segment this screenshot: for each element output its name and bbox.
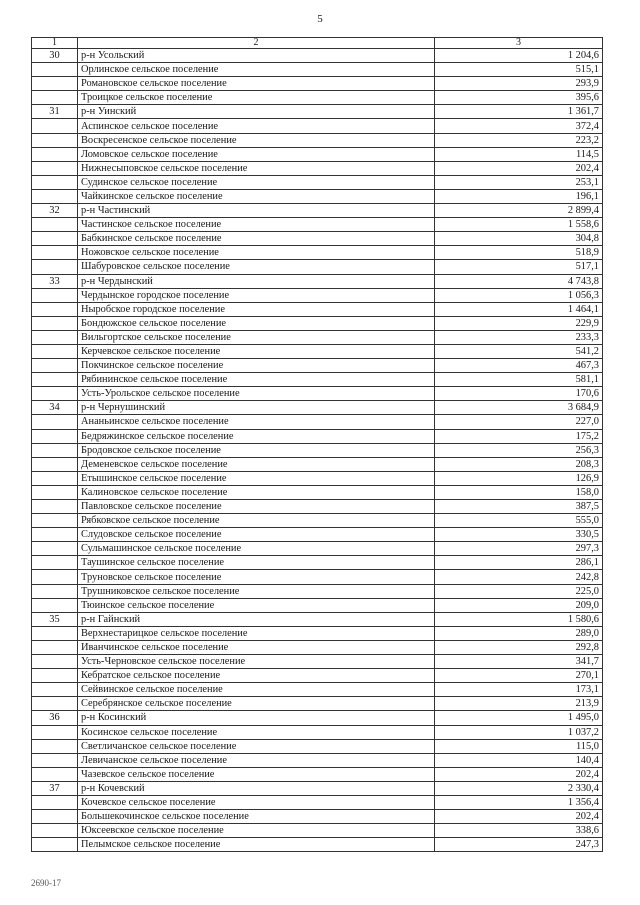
table-row xyxy=(32,528,603,542)
settlement-name-cell: Романовское сельское поселение xyxy=(78,77,435,91)
amount-cell: 304,8 xyxy=(435,232,603,246)
row-number-cell xyxy=(32,443,78,457)
settlement-name-cell: Воскресенское сельское поселение xyxy=(78,133,435,147)
row-number-cell xyxy=(32,344,78,358)
amount-cell: 158,0 xyxy=(435,485,603,499)
amount-cell: 202,4 xyxy=(435,767,603,781)
amount-cell: 387,5 xyxy=(435,500,603,514)
row-number-cell xyxy=(32,570,78,584)
table-row xyxy=(32,725,603,739)
column-header-value: 3 xyxy=(435,38,603,49)
row-number-cell xyxy=(32,387,78,401)
amount-cell: 1 495,0 xyxy=(435,711,603,725)
row-number-cell xyxy=(32,415,78,429)
table-row xyxy=(32,387,603,401)
row-number-cell xyxy=(32,457,78,471)
settlement-name-cell: Кочевское сельское поселение xyxy=(78,795,435,809)
amount-cell: 242,8 xyxy=(435,570,603,584)
row-number-cell xyxy=(32,63,78,77)
amount-cell: 213,9 xyxy=(435,697,603,711)
settlement-name-cell: Ныробское городское поселение xyxy=(78,302,435,316)
row-number-cell xyxy=(32,528,78,542)
amount-cell: 341,7 xyxy=(435,655,603,669)
settlement-name-cell: Бондюжское сельское поселение xyxy=(78,316,435,330)
settlement-name-cell: Шабуровское сельское поселение xyxy=(78,260,435,274)
amount-cell: 253,1 xyxy=(435,175,603,189)
settlement-name-cell: Рябининское сельское поселение xyxy=(78,373,435,387)
amount-cell: 256,3 xyxy=(435,443,603,457)
amount-cell: 223,2 xyxy=(435,133,603,147)
settlement-name-cell: Троицкое сельское поселение xyxy=(78,91,435,105)
row-number-cell: 34 xyxy=(32,401,78,415)
settlement-name-cell: Верхнестарицкое сельское поселение xyxy=(78,626,435,640)
row-number-cell xyxy=(32,655,78,669)
settlement-name-cell: Павловское сельское поселение xyxy=(78,500,435,514)
row-number-cell xyxy=(32,91,78,105)
settlement-name-cell: Иванчинское сельское поселение xyxy=(78,640,435,654)
row-number-cell xyxy=(32,359,78,373)
table-row xyxy=(32,91,603,105)
settlement-name-cell: Керчевское сельское поселение xyxy=(78,344,435,358)
amount-cell: 173,1 xyxy=(435,683,603,697)
amount-cell: 209,0 xyxy=(435,598,603,612)
settlement-name-cell: Бедряжинское сельское поселение xyxy=(78,429,435,443)
column-header-name: 2 xyxy=(78,38,435,49)
row-number-cell xyxy=(32,119,78,133)
table-row xyxy=(32,359,603,373)
amount-cell: 1 037,2 xyxy=(435,725,603,739)
table-row xyxy=(32,63,603,77)
amount-cell: 2 899,4 xyxy=(435,204,603,218)
amount-cell: 555,0 xyxy=(435,514,603,528)
settlement-name-cell: Етышинское сельское поселение xyxy=(78,471,435,485)
table-row xyxy=(32,316,603,330)
settlement-name-cell: Бабкинское сельское поселение xyxy=(78,232,435,246)
table-header-row xyxy=(32,38,603,49)
table-row xyxy=(32,204,603,218)
table-row xyxy=(32,781,603,795)
settlement-name-cell: р-н Усольский xyxy=(78,49,435,63)
row-number-cell xyxy=(32,725,78,739)
amount-cell: 233,3 xyxy=(435,330,603,344)
table-row xyxy=(32,415,603,429)
table-row xyxy=(32,795,603,809)
amount-cell: 297,3 xyxy=(435,542,603,556)
row-number-cell xyxy=(32,514,78,528)
settlement-name-cell: Усть-Черновское сельское поселение xyxy=(78,655,435,669)
row-number-cell xyxy=(32,767,78,781)
table-row xyxy=(32,683,603,697)
amount-cell: 1 361,7 xyxy=(435,105,603,119)
table-row xyxy=(32,485,603,499)
row-number-cell xyxy=(32,640,78,654)
amount-cell: 1 056,3 xyxy=(435,288,603,302)
settlement-name-cell: Сульмашинское сельское поселение xyxy=(78,542,435,556)
settlement-name-cell: Ананьинское сельское поселение xyxy=(78,415,435,429)
settlement-name-cell: Юксеевское сельское поселение xyxy=(78,824,435,838)
amount-cell: 170,6 xyxy=(435,387,603,401)
table-row xyxy=(32,753,603,767)
amount-cell: 115,0 xyxy=(435,739,603,753)
amount-cell: 518,9 xyxy=(435,246,603,260)
table-row xyxy=(32,514,603,528)
row-number-cell xyxy=(32,683,78,697)
row-number-cell xyxy=(32,246,78,260)
table-row xyxy=(32,711,603,725)
settlement-name-cell: Таушинское сельское поселение xyxy=(78,556,435,570)
settlement-name-cell: Кебратское сельское поселение xyxy=(78,669,435,683)
row-number-cell xyxy=(32,500,78,514)
settlement-name-cell: р-н Гайнский xyxy=(78,612,435,626)
settlement-name-cell: Труновское сельское поселение xyxy=(78,570,435,584)
settlement-name-cell: Чазевское сельское поселение xyxy=(78,767,435,781)
settlement-name-cell: Ломовское сельское поселение xyxy=(78,147,435,161)
settlement-name-cell: Слудовское сельское поселение xyxy=(78,528,435,542)
table-row xyxy=(32,556,603,570)
amount-cell: 1 464,1 xyxy=(435,302,603,316)
settlement-name-cell: р-н Частинский xyxy=(78,204,435,218)
amount-cell: 114,5 xyxy=(435,147,603,161)
settlement-name-cell: Калиновское сельское поселение xyxy=(78,485,435,499)
row-number-cell xyxy=(32,739,78,753)
amount-cell: 270,1 xyxy=(435,669,603,683)
row-number-cell xyxy=(32,133,78,147)
row-number-cell xyxy=(32,232,78,246)
row-number-cell xyxy=(32,824,78,838)
column-header-number: 1 xyxy=(32,38,78,49)
amount-cell: 1 558,6 xyxy=(435,218,603,232)
table-row xyxy=(32,232,603,246)
table-body xyxy=(32,49,603,852)
table-row xyxy=(32,640,603,654)
amount-cell: 1 204,6 xyxy=(435,49,603,63)
row-number-cell xyxy=(32,669,78,683)
amount-cell: 247,3 xyxy=(435,838,603,852)
table-row xyxy=(32,542,603,556)
table-row xyxy=(32,288,603,302)
table-row xyxy=(32,189,603,203)
settlement-name-cell: р-н Уинский xyxy=(78,105,435,119)
settlement-name-cell: Частинское сельское поселение xyxy=(78,218,435,232)
table-row xyxy=(32,161,603,175)
amount-cell: 338,6 xyxy=(435,824,603,838)
row-number-cell xyxy=(32,697,78,711)
table-row xyxy=(32,260,603,274)
table-row xyxy=(32,119,603,133)
row-number-cell xyxy=(32,189,78,203)
row-number-cell xyxy=(32,795,78,809)
table-row xyxy=(32,471,603,485)
table-row xyxy=(32,344,603,358)
amount-cell: 330,5 xyxy=(435,528,603,542)
row-number-cell: 35 xyxy=(32,612,78,626)
row-number-cell xyxy=(32,147,78,161)
document-code: 2690-17 xyxy=(31,878,61,888)
settlement-name-cell: Большекочинское сельское поселение xyxy=(78,810,435,824)
settlement-name-cell: Сейвинское сельское поселение xyxy=(78,683,435,697)
row-number-cell xyxy=(32,77,78,91)
row-number-cell xyxy=(32,485,78,499)
amount-cell: 517,1 xyxy=(435,260,603,274)
settlement-name-cell: р-н Косинский xyxy=(78,711,435,725)
row-number-cell xyxy=(32,302,78,316)
amount-cell: 202,4 xyxy=(435,161,603,175)
table-row xyxy=(32,584,603,598)
table-row xyxy=(32,77,603,91)
row-number-cell xyxy=(32,316,78,330)
amount-cell: 1 580,6 xyxy=(435,612,603,626)
row-number-cell: 37 xyxy=(32,781,78,795)
table-row xyxy=(32,824,603,838)
page-number: 5 xyxy=(317,13,323,25)
table-row xyxy=(32,133,603,147)
row-number-cell xyxy=(32,542,78,556)
settlement-name-cell: Орлинское сельское поселение xyxy=(78,63,435,77)
amount-cell: 208,3 xyxy=(435,457,603,471)
settlement-name-cell: р-н Чернушинский xyxy=(78,401,435,415)
row-number-cell xyxy=(32,753,78,767)
settlement-name-cell: Судинское сельское поселение xyxy=(78,175,435,189)
table-row xyxy=(32,697,603,711)
budget-table xyxy=(31,37,603,852)
row-number-cell: 32 xyxy=(32,204,78,218)
amount-cell: 175,2 xyxy=(435,429,603,443)
table-row xyxy=(32,500,603,514)
table-row xyxy=(32,810,603,824)
settlement-name-cell: Тюинское сельское поселение xyxy=(78,598,435,612)
amount-cell: 227,0 xyxy=(435,415,603,429)
table-row xyxy=(32,147,603,161)
table-row xyxy=(32,443,603,457)
settlement-name-cell: Чайкинское сельское поселение xyxy=(78,189,435,203)
row-number-cell xyxy=(32,556,78,570)
table-row xyxy=(32,373,603,387)
amount-cell: 126,9 xyxy=(435,471,603,485)
amount-cell: 286,1 xyxy=(435,556,603,570)
table-row xyxy=(32,246,603,260)
amount-cell: 467,3 xyxy=(435,359,603,373)
settlement-name-cell: Косинское сельское поселение xyxy=(78,725,435,739)
amount-cell: 515,1 xyxy=(435,63,603,77)
row-number-cell xyxy=(32,288,78,302)
settlement-name-cell: Деменевское сельское поселение xyxy=(78,457,435,471)
table-row xyxy=(32,175,603,189)
amount-cell: 372,4 xyxy=(435,119,603,133)
settlement-name-cell: Левичанское сельское поселение xyxy=(78,753,435,767)
amount-cell: 3 684,9 xyxy=(435,401,603,415)
settlement-name-cell: Аспинское сельское поселение xyxy=(78,119,435,133)
settlement-name-cell: Рябковское сельское поселение xyxy=(78,514,435,528)
row-number-cell: 31 xyxy=(32,105,78,119)
row-number-cell xyxy=(32,373,78,387)
table-row xyxy=(32,49,603,63)
settlement-name-cell: Усть-Урольское сельское поселение xyxy=(78,387,435,401)
settlement-name-cell: р-н Кочевский xyxy=(78,781,435,795)
amount-cell: 289,0 xyxy=(435,626,603,640)
amount-cell: 292,8 xyxy=(435,640,603,654)
row-number-cell: 36 xyxy=(32,711,78,725)
row-number-cell xyxy=(32,161,78,175)
table-row xyxy=(32,457,603,471)
row-number-cell: 33 xyxy=(32,274,78,288)
amount-cell: 4 743,8 xyxy=(435,274,603,288)
table-row xyxy=(32,612,603,626)
row-number-cell xyxy=(32,260,78,274)
settlement-name-cell: Светличанское сельское поселение xyxy=(78,739,435,753)
settlement-name-cell: Покчинское сельское поселение xyxy=(78,359,435,373)
table-row xyxy=(32,626,603,640)
amount-cell: 202,4 xyxy=(435,810,603,824)
table-row xyxy=(32,598,603,612)
row-number-cell xyxy=(32,598,78,612)
amount-cell: 196,1 xyxy=(435,189,603,203)
settlement-name-cell: Серебрянское сельское поселение xyxy=(78,697,435,711)
table-row xyxy=(32,218,603,232)
row-number-cell xyxy=(32,838,78,852)
amount-cell: 140,4 xyxy=(435,753,603,767)
settlement-name-cell: Ножовское сельское поселение xyxy=(78,246,435,260)
amount-cell: 581,1 xyxy=(435,373,603,387)
settlement-name-cell: Трушниковское сельское поселение xyxy=(78,584,435,598)
row-number-cell xyxy=(32,330,78,344)
table-row xyxy=(32,302,603,316)
table-row xyxy=(32,767,603,781)
table-row xyxy=(32,105,603,119)
settlement-name-cell: Вильгортское сельское поселение xyxy=(78,330,435,344)
row-number-cell xyxy=(32,626,78,640)
table-row xyxy=(32,669,603,683)
table-row xyxy=(32,838,603,852)
amount-cell: 225,0 xyxy=(435,584,603,598)
settlement-name-cell: Чердынское городское поселение xyxy=(78,288,435,302)
amount-cell: 1 356,4 xyxy=(435,795,603,809)
table-row xyxy=(32,401,603,415)
row-number-cell xyxy=(32,175,78,189)
settlement-name-cell: Нижнесыповское сельское поселение xyxy=(78,161,435,175)
row-number-cell xyxy=(32,471,78,485)
table-row xyxy=(32,330,603,344)
settlement-name-cell: Бродовское сельское поселение xyxy=(78,443,435,457)
table-row xyxy=(32,739,603,753)
amount-cell: 293,9 xyxy=(435,77,603,91)
row-number-cell xyxy=(32,584,78,598)
row-number-cell xyxy=(32,810,78,824)
row-number-cell: 30 xyxy=(32,49,78,63)
table-row xyxy=(32,274,603,288)
amount-cell: 2 330,4 xyxy=(435,781,603,795)
row-number-cell xyxy=(32,218,78,232)
table-row xyxy=(32,655,603,669)
amount-cell: 395,6 xyxy=(435,91,603,105)
settlement-name-cell: Пелымское сельское поселение xyxy=(78,838,435,852)
row-number-cell xyxy=(32,429,78,443)
amount-cell: 541,2 xyxy=(435,344,603,358)
table-row xyxy=(32,429,603,443)
table-row xyxy=(32,570,603,584)
amount-cell: 229,9 xyxy=(435,316,603,330)
settlement-name-cell: р-н Чердынский xyxy=(78,274,435,288)
